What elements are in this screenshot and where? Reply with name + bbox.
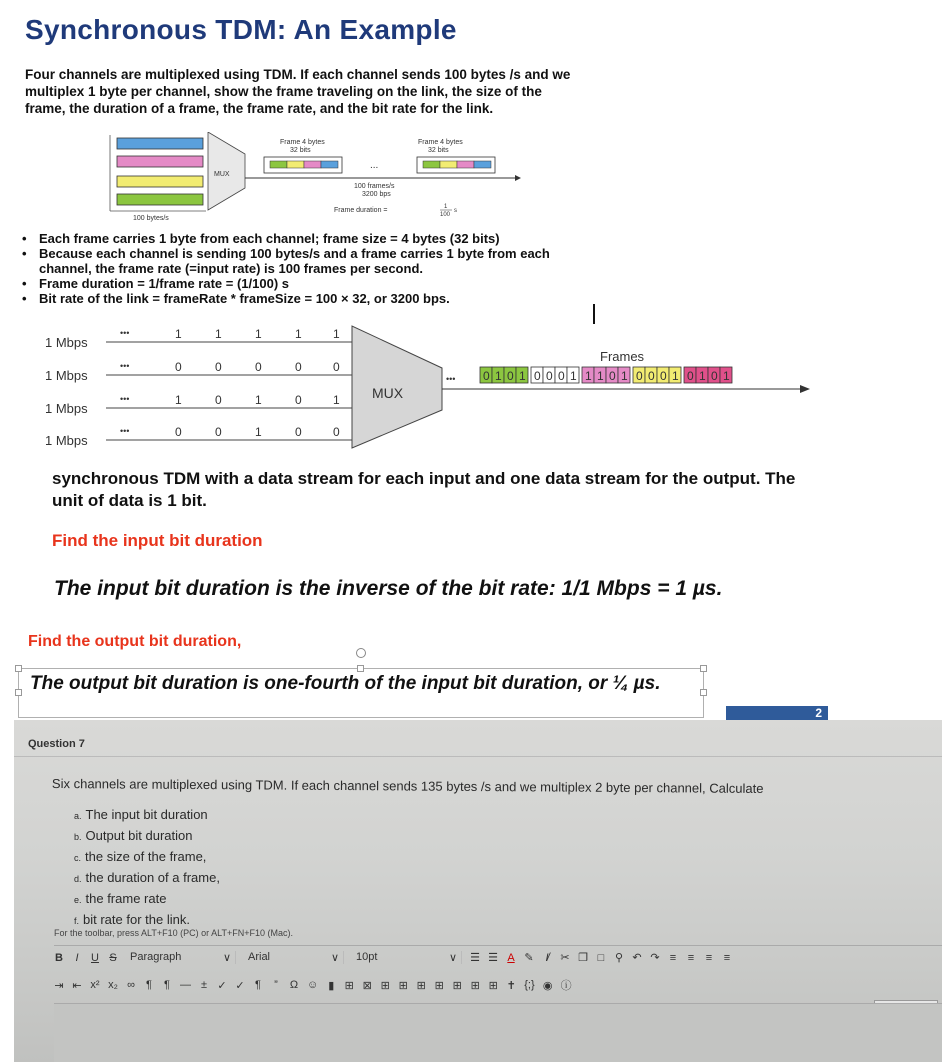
bullet-item: • Frame duration = 1/frame rate = (1/100) s <box>20 276 600 291</box>
fig1-duration-num: 1 <box>444 204 448 210</box>
horizontal-rule-icon[interactable]: — <box>180 979 191 991</box>
fig1-duration-label: Frame duration = <box>334 207 388 214</box>
frame-bit: 0 <box>546 369 553 383</box>
question-text: Six channels are multiplexed using TDM. If each channel sends 135 bytes /s and we multiplex 2 byte per channel, Calculate <box>51 776 764 796</box>
frame-bit: 1 <box>621 369 628 383</box>
frame-box <box>633 367 681 383</box>
editor-toolbar-row-2 <box>54 973 942 997</box>
fig1-duration-unit: s <box>454 208 457 214</box>
bit: 1 <box>255 393 262 407</box>
frame-bit: 0 <box>558 369 565 383</box>
bit: 1 <box>175 393 182 407</box>
input-row-4 <box>45 425 352 448</box>
toolbar-hint: For the toolbar, press ALT+F10 (PC) or ALT+FN+F10 (Mac). <box>54 928 294 938</box>
output-answer: The output bit duration is one-fourth of the input bit duration, or ¼ µs. <box>30 673 661 694</box>
col-delete-icon[interactable]: ⊞ <box>488 979 498 992</box>
fig1-mux-label: MUX <box>214 171 230 178</box>
align-left-icon[interactable]: ≡ <box>669 951 677 964</box>
frame-box <box>582 367 630 383</box>
bit: 0 <box>215 393 222 407</box>
bullet-item: • Each frame carries 1 byte from each channel; frame size = 4 bytes (32 bits) <box>20 231 600 246</box>
frame-bit: 0 <box>687 369 694 383</box>
spellcheck-icon[interactable]: ✓ <box>217 979 227 992</box>
rtl-icon[interactable]: ¶ <box>164 979 170 991</box>
emoji-icon[interactable]: ☺ <box>307 979 319 991</box>
tdm-frame-figure <box>100 132 530 224</box>
bit: 0 <box>215 360 222 374</box>
bookmark-icon[interactable]: ▮ <box>328 979 335 992</box>
unlink-icon[interactable]: ∞ <box>127 979 135 991</box>
row-before-icon[interactable]: ⊞ <box>398 979 408 992</box>
svg-text:•••: ••• <box>120 394 130 404</box>
editor-toolbar-row-1 <box>54 945 942 969</box>
clear-format-icon[interactable]: I̸ <box>545 951 549 964</box>
chevron-down-icon: ∨ <box>330 952 339 964</box>
check-icon[interactable]: ✓ <box>235 979 245 992</box>
frame-box <box>480 367 528 383</box>
find-output-heading: Find the output bit duration, <box>28 633 242 650</box>
paste-icon[interactable]: □ <box>597 951 605 964</box>
bit: 1 <box>333 393 340 407</box>
rotate-icon[interactable] <box>356 648 366 658</box>
input-rate-1: 1 Mbps <box>45 335 88 350</box>
divider <box>14 756 942 757</box>
superscript-icon[interactable]: x² <box>90 979 100 991</box>
fig1-duration-den: 100 <box>440 212 451 218</box>
svg-text:•••: ••• <box>120 426 130 436</box>
table-icon[interactable]: ⊞ <box>344 979 354 992</box>
preview-icon[interactable]: ◉ <box>542 979 553 992</box>
col-after-icon[interactable]: ⊞ <box>470 979 480 992</box>
frames-label: Frames <box>600 349 645 364</box>
bit: 1 <box>215 327 222 341</box>
accessibility-icon[interactable]: ✝ <box>506 979 516 992</box>
chevron-down-icon: ∨ <box>448 952 457 964</box>
frame-box <box>531 367 579 383</box>
outdent-icon[interactable]: ⇤ <box>72 979 82 992</box>
channel-3-bar <box>117 176 203 187</box>
col-before-icon[interactable]: ⊞ <box>452 979 462 992</box>
bit: 0 <box>333 425 340 439</box>
fig1-frame-label-1: Frame 4 bytes <box>280 139 325 146</box>
resize-handle[interactable] <box>15 665 22 672</box>
input-answer: The input bit duration is the inverse of the bit rate: 1/1 Mbps = 1 µs. <box>54 577 723 600</box>
input-rate-4: 1 Mbps <box>45 433 88 448</box>
align-right-icon[interactable]: ≡ <box>705 951 713 964</box>
answer-editor[interactable] <box>54 1003 942 1062</box>
bullet-list <box>20 231 600 306</box>
bit: 1 <box>295 327 302 341</box>
font-select[interactable]: Arial ∨ <box>244 951 344 964</box>
bit: 0 <box>175 360 182 374</box>
insert-plus-icon[interactable]: ± <box>200 979 208 991</box>
subscript-icon[interactable]: x₂ <box>108 979 118 991</box>
fig1-ellipsis: ... <box>370 160 379 171</box>
bit: 1 <box>333 327 340 341</box>
slide-number: 2 <box>726 706 828 720</box>
row-delete-icon[interactable]: ⊞ <box>434 979 444 992</box>
redo-icon[interactable]: ↷ <box>650 952 660 964</box>
undo-icon[interactable]: ↶ <box>632 952 642 964</box>
search-icon[interactable]: ⚲ <box>614 952 624 964</box>
intro-paragraph: Four channels are multiplexed using TDM. If each channel sends 100 bytes /s and we multiplex 1 byte per channel, show the frame traveling on the link, the size of the frame, the duration of a frame, the frame rate, and the bit rate for the link. <box>25 67 571 116</box>
fig1-frames-per-sec: 100 frames/s <box>354 183 395 190</box>
slide-title: Synchronous TDM: An Example <box>25 14 457 45</box>
underline-icon[interactable]: U <box>91 951 99 964</box>
highlight-icon[interactable]: ✎ <box>524 952 534 964</box>
frame-bit: 1 <box>519 369 526 383</box>
chevron-down-icon: ∨ <box>222 952 231 964</box>
question-label: Question 7 <box>28 738 85 750</box>
bullet-item: • Bit rate of the link = frameRate * frameSize = 100 × 32, or 3200 bps. <box>20 291 600 306</box>
input-row-2 <box>45 360 352 383</box>
indent-icon[interactable]: ⇥ <box>54 979 64 992</box>
copy-icon[interactable]: ❐ <box>578 952 588 964</box>
frame-bit: 1 <box>672 369 679 383</box>
frame-bit: 0 <box>711 369 718 383</box>
resize-handle[interactable] <box>15 689 22 696</box>
bit: 0 <box>215 425 222 439</box>
bit: 1 <box>255 327 262 341</box>
resize-handle[interactable] <box>700 665 707 672</box>
paragraph-select[interactable]: Paragraph ∨ <box>126 951 236 964</box>
list-item: e. the frame rate <box>74 891 167 906</box>
question-photo <box>14 720 942 1062</box>
fig2-mux-label: MUX <box>372 385 404 401</box>
ltr-icon[interactable]: ¶ <box>146 979 152 991</box>
frame-bit: 0 <box>609 369 616 383</box>
figure-caption: synchronous TDM with a data stream for each input and one data stream for the output. The unit of data is 1 bit. <box>52 469 796 510</box>
bit: 0 <box>295 393 302 407</box>
size-select[interactable]: 10pt ∨ <box>352 951 462 964</box>
channel-2-bar <box>117 156 203 167</box>
svg-text:•••: ••• <box>120 328 130 338</box>
strikethrough-icon[interactable]: S <box>109 951 117 964</box>
list-item: b. Output bit duration <box>74 828 193 843</box>
input-rate-3: 1 Mbps <box>45 401 88 416</box>
input-row-1 <box>45 327 352 350</box>
table-props-icon[interactable]: ⊞ <box>380 979 390 992</box>
frame-boxes <box>480 367 732 383</box>
question-items <box>74 804 220 930</box>
frame-bit: 1 <box>585 369 592 383</box>
frame-bit: 1 <box>723 369 730 383</box>
blockquote-icon[interactable]: ” <box>274 979 278 991</box>
bit: 0 <box>175 425 182 439</box>
frame-bit: 0 <box>507 369 514 383</box>
bullet-list-icon[interactable]: ☰ <box>470 952 480 964</box>
frame-bit: 1 <box>699 369 706 383</box>
list-item: d. the duration of a frame, <box>74 870 220 885</box>
fig1-bits-label-1: 32 bits <box>290 147 311 154</box>
fig1-bits-label-2: 32 bits <box>428 147 449 154</box>
frame-bit: 0 <box>636 369 643 383</box>
frame-bit: 1 <box>495 369 502 383</box>
numbered-list-icon[interactable]: ☰ <box>488 952 498 964</box>
bit: 0 <box>295 425 302 439</box>
bit: 0 <box>255 360 262 374</box>
fig1-frame-label-2: Frame 4 bytes <box>418 139 463 146</box>
input-rate-2: 1 Mbps <box>45 368 88 383</box>
find-input-heading: Find the input bit duration <box>52 531 263 550</box>
align-justify-icon[interactable]: ≡ <box>723 951 731 964</box>
frame-bit: 0 <box>534 369 541 383</box>
fig1-bps: 3200 bps <box>362 191 391 198</box>
frame-bit: 1 <box>597 369 604 383</box>
tdm-bit-figure <box>40 322 820 454</box>
svg-text:•••: ••• <box>120 361 130 371</box>
text-color-icon[interactable]: A <box>507 951 515 964</box>
fig1-rate-label: 100 bytes/s <box>133 215 169 222</box>
input-row-3 <box>45 393 352 416</box>
list-item: c. the size of the frame, <box>74 849 207 864</box>
text-cursor <box>593 304 595 324</box>
resize-handle[interactable] <box>700 689 707 696</box>
code-icon[interactable]: {;} <box>524 979 535 991</box>
frame-box <box>684 367 732 383</box>
resize-handle[interactable] <box>357 665 364 672</box>
channel-4-bar <box>117 194 203 205</box>
align-center-icon[interactable]: ≡ <box>687 951 695 964</box>
paragraph-mark-icon[interactable]: ¶ <box>255 979 261 991</box>
bit: 1 <box>255 425 262 439</box>
svg-text:•••: ••• <box>446 374 456 384</box>
bullet-item: • Because each channel is sending 100 bytes/s and a frame carries 1 byte from each channel, the frame rate (=input rate) is 100 frames per second. <box>20 246 600 276</box>
italic-icon[interactable]: I <box>75 951 79 964</box>
frame-bit: 0 <box>648 369 655 383</box>
frame-bit: 1 <box>570 369 577 383</box>
frame-bit: 0 <box>483 369 490 383</box>
row-after-icon[interactable]: ⊞ <box>416 979 426 992</box>
bold-icon[interactable]: B <box>55 951 63 964</box>
bit: 0 <box>295 360 302 374</box>
bit: 1 <box>175 327 182 341</box>
table-delete-icon[interactable]: ⊠ <box>362 979 372 992</box>
help-icon[interactable]: ⓘ <box>560 980 572 992</box>
channel-1-bar <box>117 138 203 149</box>
special-char-icon[interactable]: Ω <box>289 979 299 991</box>
cut-icon[interactable]: ✂ <box>560 952 570 964</box>
list-item: a. The input bit duration <box>74 807 208 822</box>
bit: 0 <box>333 360 340 374</box>
list-item: f. bit rate for the link. <box>74 912 190 927</box>
frame-bit: 0 <box>660 369 667 383</box>
